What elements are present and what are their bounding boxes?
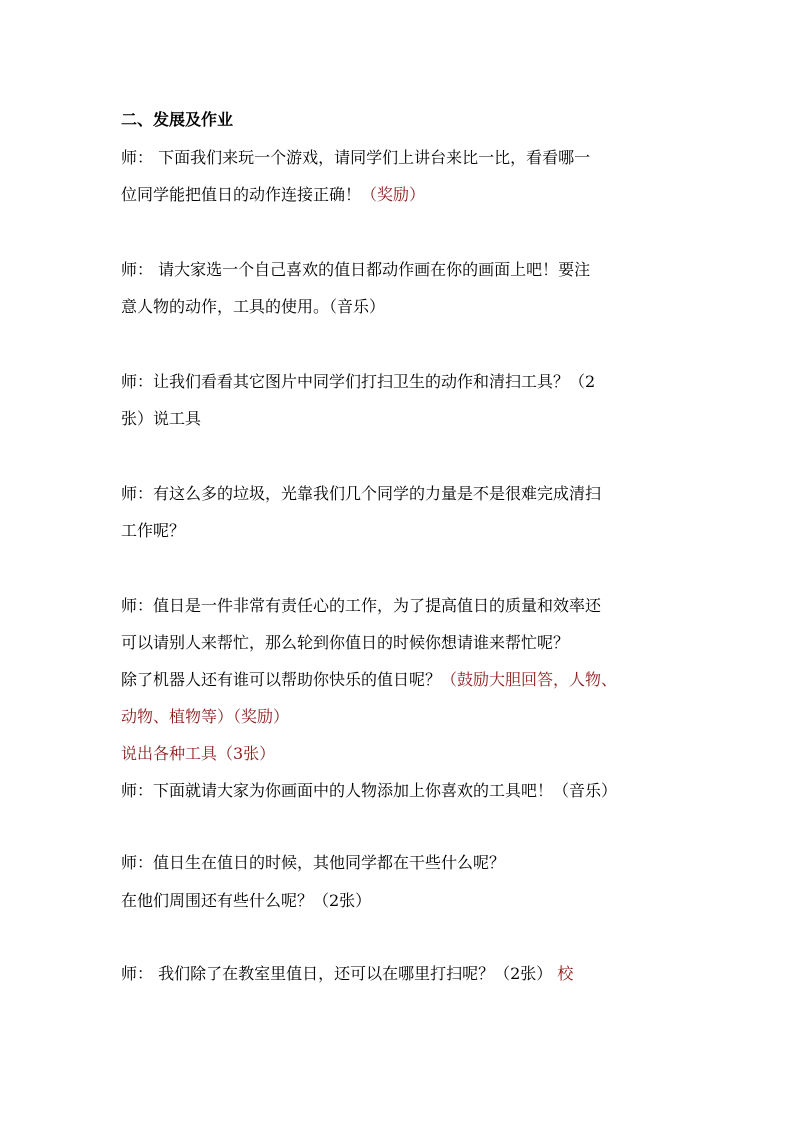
text-line xyxy=(121,297,385,317)
text-line xyxy=(121,260,590,280)
text-segment: 除了机器人还有谁可以帮助你快乐的值日呢？ xyxy=(121,670,442,689)
text-segment: 工作呢？ xyxy=(121,521,186,540)
text-segment: 在他们周围还有些什么呢？（2张） xyxy=(121,891,372,910)
text-segment: 师：下面就请大家为你画面中的人物添加上你喜欢的工具吧！（音乐） xyxy=(121,781,618,800)
text-line xyxy=(121,853,505,873)
text-segment: 师：值日是一件非常有责任心的工作，为了提高值日的质量和效率还 xyxy=(121,596,602,615)
text-line xyxy=(121,372,595,392)
text-segment: 师：让我们看看其它图片中同学们打扫卫生的动作和清扫工具？（2 xyxy=(121,372,596,391)
text-segment: 意人物的动作，工具的使用。（音乐） xyxy=(121,297,386,316)
text-line xyxy=(121,707,289,727)
text-line xyxy=(121,148,590,168)
text-line xyxy=(121,596,601,616)
text-segment: 张）说工具 xyxy=(121,409,202,428)
highlighted-text: 校 xyxy=(557,964,574,983)
highlighted-text: （鼓励大胆回答，人物、 xyxy=(441,670,618,689)
text-line xyxy=(121,744,275,764)
text-line xyxy=(121,484,601,504)
text-segment: 师： 请大家选一个自己喜欢的值日都动作画在你的画面上吧！要注 xyxy=(121,260,591,279)
text-segment: 师： 我们除了在教室里值日，还可以在哪里打扫呢？（2张） xyxy=(121,964,558,983)
text-segment: 可以请别人来帮忙，那么轮到你值日的时候你想请谁来帮忙呢？ xyxy=(121,633,570,652)
section-heading: 二、发展及作业 xyxy=(121,110,234,129)
text-segment: 师： 下面我们来玩一个游戏，请同学们上讲台来比一比，看看哪一 xyxy=(121,148,591,167)
highlighted-text: （奖励） xyxy=(233,707,290,726)
text-line xyxy=(121,891,371,911)
highlighted-text: （奖励） xyxy=(361,185,426,204)
text-line xyxy=(121,670,617,690)
text-line xyxy=(121,185,425,205)
text-line xyxy=(121,409,201,429)
highlighted-text: 说出各种工具（3张） xyxy=(121,744,276,763)
text-line xyxy=(121,781,617,801)
text-segment: 位同学能把值日的动作连接正确！ xyxy=(121,185,362,204)
text-line xyxy=(121,521,185,541)
text-line xyxy=(121,633,569,653)
text-line xyxy=(121,964,573,984)
text-segment: 师：值日生在值日的时候，其他同学都在干些什么呢？ xyxy=(121,853,506,872)
text-segment: 师：有这么多的垃圾，光靠我们几个同学的力量是不是很难完成清扫 xyxy=(121,484,602,503)
highlighted-text: 动物、植物等） xyxy=(121,707,234,726)
